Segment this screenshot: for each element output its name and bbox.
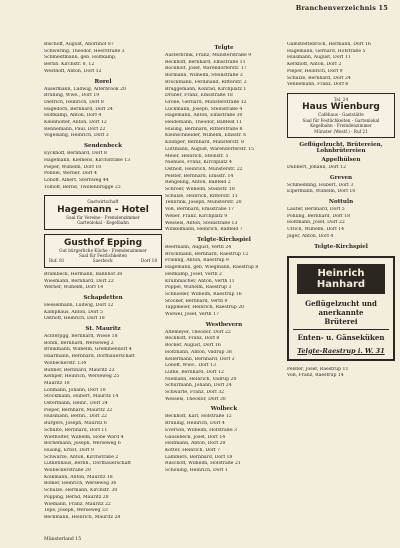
ad-name: Hagemann - Hotel bbox=[57, 204, 149, 215]
directory-entry: Westhoff, Anton, Dorf 12 bbox=[44, 68, 102, 74]
ad-line: Saal für Festlichkeiten - Gartenlokal bbox=[302, 117, 380, 123]
directory-entry: Rennemann, Paul, Dorf 22 bbox=[44, 126, 106, 132]
directory-entry: Schulte, Bernhard, Dorf 11 bbox=[44, 427, 108, 433]
directory-entry: Brüning, Heinrich, Dorf 4 bbox=[165, 421, 225, 427]
directory-entry: Achterjigg, Bernhard, Wiese 18 bbox=[44, 334, 118, 340]
directory-entry: Lohmann, Johann, Dorf 10 bbox=[44, 387, 106, 393]
directory-entry: Frieling, Anton, Raestrup 9 bbox=[165, 258, 229, 264]
directory-entry: Kerkhoff, Anton, Dorf 2 bbox=[287, 62, 342, 68]
ad-name: Gusthof Epping bbox=[63, 237, 143, 248]
section-heading: Appelhülsen bbox=[321, 156, 361, 163]
directory-entry: Jäger, Anton, Dorf 4 bbox=[287, 233, 334, 239]
directory-entry: Pieper, Bernhard, Mauritz 22 bbox=[44, 407, 113, 413]
directory-entry: Hüsing, Bernhard, Ritterstraße 8 bbox=[165, 126, 243, 132]
directory-entry: Ausermann, Ludwig, Alterbrook 20 bbox=[44, 86, 126, 92]
directory-entry: Hagedorn, Bernhard, Dorf 24 bbox=[44, 106, 113, 112]
directory-entry: Wolbeckerstr. 134 bbox=[44, 360, 87, 366]
directory-entry: Schürmann, Johann, Dorf 24 bbox=[165, 383, 232, 389]
directory-entry: Lohoff, Wwe., Dorf 13 bbox=[165, 363, 216, 369]
directory-entry: Kamphaus, Anton, Dorf 5 bbox=[44, 309, 103, 315]
directory-entry: Pelster, Josef, Raestrup 11 bbox=[287, 366, 349, 372]
advertisement-box bbox=[44, 195, 162, 229]
directory-entry: Niehues, Franz, Kirchplatz 4 bbox=[165, 160, 232, 166]
directory-entry: Vennemann, Franz, Dorf 6 bbox=[287, 82, 349, 88]
directory-entry: Drüner, Franz, Emsstraße 18 bbox=[165, 93, 233, 99]
directory-entry: Böcker, August, Dorf 16 bbox=[165, 343, 221, 349]
directory-entry: Hagemann, geb. Wiegmann, Raestrup 8 bbox=[165, 265, 259, 271]
directory-entry: Pöpping, Bernd, Mauritz 20 bbox=[44, 494, 109, 500]
directory-entry: Heidemann, Theodor, Baßfeld 11 bbox=[165, 120, 242, 126]
directory-entry: Vogelsang, Heinrich, Dorf 3 bbox=[44, 133, 109, 139]
directory-entry: Klümper, Bernhard, Münsterstr. 8 bbox=[165, 140, 244, 146]
directory-entry: Pieper, Heinrich, Dorf 9 bbox=[287, 68, 343, 74]
ad-line: Geflügelzucht und bbox=[305, 298, 377, 308]
directory-entry: Eyckhoff, Bernhard, Dorf 8 bbox=[44, 151, 107, 157]
directory-entry: Stöckmann, Hubert, Mauritz 14 bbox=[44, 394, 119, 400]
ad-address: Dorf 18 bbox=[140, 258, 157, 264]
directory-entry: Kolkmann, Anton, Mauritz 18 bbox=[44, 474, 113, 480]
advertisement-box bbox=[287, 93, 395, 138]
column-middle bbox=[165, 42, 283, 475]
directory-entry: Tolhoff, Bernd, Twillenbrügge 23 bbox=[44, 184, 121, 190]
directory-entry: Brambeck, Hermann, Bahnhof 38 bbox=[44, 271, 123, 277]
directory-entry: Brockmann, Ferdinand, Ritterstr. 2 bbox=[165, 79, 247, 85]
directory-entry: Dietrich, Heinrich, Dorf 8 bbox=[44, 99, 104, 105]
section-heading: Westbevern bbox=[205, 321, 243, 328]
advertisement-box-large bbox=[287, 256, 395, 361]
directory-entry: Mauritz 18 bbox=[44, 380, 70, 386]
directory-entry: Brinkmann, Wilhelm, Gremmendorf 4 bbox=[44, 347, 132, 353]
directory-entry: Everwin, Wilhelm, Hofstraße 3 bbox=[165, 427, 237, 433]
section-heading: Rorel bbox=[94, 78, 112, 85]
directory-entry: Schmedtmann, geb. Holtkamp, bbox=[44, 55, 117, 61]
ad-caption: Tel. 24 bbox=[333, 96, 349, 102]
directory-entry: Schmedding, Hubert, Dorf 3 bbox=[287, 182, 354, 188]
advertisement-box bbox=[44, 234, 162, 268]
directory-entry: Beckhoff, Franz, Dorf 8 bbox=[165, 336, 220, 342]
directory-entry: Lütkenhaus, Bernh., Dorfbauerschaft bbox=[44, 461, 131, 467]
directory-entry: Pelster, Bernhard, Emsstr. 14 bbox=[165, 173, 234, 179]
directory-entry: Hüsing, Ernst, Dorf 9 bbox=[44, 447, 94, 453]
directory-entry: Weber, Franz, Kirchplatz 9 bbox=[165, 213, 228, 219]
category-heading: Geflügelzucht, Brütereien, Lohnbrütereien bbox=[299, 141, 383, 154]
ad-contact-row bbox=[49, 258, 157, 263]
directory-entry: Bütmer, Bernhard, Mauritz 23 bbox=[44, 367, 115, 373]
directory-entry: Wessels, Anton, Steinstraße 13 bbox=[165, 220, 238, 226]
directory-entry: Schnieder, Wilhelm, Raestrup 16 bbox=[165, 291, 242, 297]
directory-entry: Pöhnel, Werner, Dorf 4 bbox=[44, 171, 97, 177]
directory-entry: Beckhoff, Bernhard, Emsstraße 11 bbox=[165, 59, 246, 65]
directory-entry: Lückmann, Joseph, Steinstraße 4 bbox=[165, 106, 243, 112]
directory-entry: Wiemann, Franz, Mauritz 22 bbox=[44, 501, 111, 507]
directory-entry: Voß, Bernhard, Emsstraße 17 bbox=[165, 207, 234, 213]
directory-entry: Hesselmann, Ludwig, Dorf 12 bbox=[44, 302, 114, 308]
column-right bbox=[287, 42, 395, 380]
ad-line: Gut bürgerliche Küche - Fremdenzimmer bbox=[59, 247, 147, 253]
directory-entry: Werner, Wilhelm, Dorf 14 bbox=[44, 285, 104, 291]
directory-entry: Heitkamp, Josef, Verth 2 bbox=[165, 271, 222, 277]
section-heading: Telgte-Kirchspiel bbox=[314, 243, 368, 250]
directory-entry: Holtkamp, Anton, Dorf 4 bbox=[44, 113, 102, 119]
ad-address: Telgte-Raestrup i. W. 31 bbox=[297, 346, 385, 355]
page-header: Branchenverzeichnis 15 bbox=[295, 4, 388, 12]
directory-entry: Beckhoff, Karl, Hofstraße 12 bbox=[165, 414, 232, 420]
directory-entry: Wiethölter, Wilhelm, Hohe Ward 4 bbox=[44, 434, 124, 440]
ad-phone: Ruf: 81 bbox=[49, 258, 65, 264]
divider-line bbox=[293, 329, 389, 330]
directory-entry: Kellermann, Bernhard, Dorf 3 bbox=[165, 356, 235, 362]
directory-entry: Tenbrink, Joseph, Münsterstr. 20 bbox=[165, 200, 242, 206]
directory-entry: Hagemann, Gerhard, Hofstraße 5 bbox=[287, 48, 366, 54]
directory-entry: Osthoff, Heinrich, Dorf 18 bbox=[44, 316, 105, 322]
directory-entry: Hülsmann, Bernh., Dorf 22 bbox=[44, 414, 107, 420]
directory-entry: Beermann, August, Verth 24 bbox=[165, 244, 232, 250]
directory-entry: Heitmann, Anton, Dorf 20 bbox=[165, 441, 226, 447]
directory-entry: Wolbeckerstraße 20 bbox=[44, 468, 91, 474]
ad-name: Haus Wienburg bbox=[302, 102, 380, 113]
directory-entry: Brüning, Wwe., Dorf 19 bbox=[44, 93, 100, 99]
directory-entry: Bormann, Wilhelm, Steinstraße 3 bbox=[165, 73, 243, 79]
directory-entry: Ulrich, Wilhelm, Dorf 14 bbox=[287, 227, 345, 233]
directory-entry: Holtmann, Josef, Dorf 22 bbox=[287, 220, 345, 226]
directory-entry: Kleinhölter, Anton, Dorf 12 bbox=[44, 120, 107, 126]
directory-entry: Holtmann, Anton, Vadrup 38 bbox=[165, 349, 232, 355]
directory-entry: Schulze, Heinrich, Ritterstr. 11 bbox=[165, 193, 238, 199]
directory-entry: Schröer, Wilhelm, Steinstr. 18 bbox=[165, 187, 235, 193]
section-heading: St. Mauritz bbox=[85, 326, 121, 333]
directory-entry: Lüttmann, August, Warendorferstr. 15 bbox=[165, 146, 255, 152]
section-heading: Wolbeck bbox=[210, 406, 238, 413]
section-heading: Telgte bbox=[214, 45, 234, 51]
directory-entry: Hagemann, Anton, Emsstraße 30 bbox=[165, 113, 243, 119]
section-heading: Telgte-Kirchspiel bbox=[197, 236, 251, 243]
directory-entry: Lammers, Bernhard, Dorf 18 bbox=[165, 454, 233, 460]
directory-entry: Tappmeier, Heinrich, Raestrup 20 bbox=[165, 305, 245, 311]
column-left bbox=[44, 42, 162, 522]
directory-entry: Austerbrink, Franz, Münsterstraße 9 bbox=[165, 53, 252, 58]
directory-entry: Böhm, Bernhard, Werseweg 2 bbox=[44, 340, 114, 346]
directory-entry: Ostermann, Heinr., Dorf 24 bbox=[44, 401, 108, 407]
section-heading: Schapdetten bbox=[83, 294, 123, 301]
directory-entry: Bornemann, Joseph, Werseweg 6 bbox=[44, 441, 121, 447]
directory-entry: Gamstedtebrock, Hermann, Dorf 16 bbox=[287, 42, 371, 47]
directory-entry: Winkelmann, Heinrich, Baßfeld 7 bbox=[165, 227, 243, 233]
ad-line: Münster (Westf.) - Ruf 21 bbox=[314, 128, 368, 134]
ad-line: anerkannte bbox=[318, 307, 364, 317]
ad-caption: Gastwirtschaft bbox=[87, 199, 119, 205]
directory-entry: Kötter, Heinrich, Dorf 7 bbox=[165, 447, 221, 453]
directory-entry: Pieper, Wilhelm, Dorf 10 bbox=[44, 164, 102, 170]
directory-entry: Dubbert, Johann, Dorf 12 bbox=[287, 164, 346, 170]
directory-entry: Altemeyer, Theodor, Dorf 22 bbox=[165, 329, 231, 335]
directory-entry: Niemann, Heinrich, Vadrup 20 bbox=[165, 376, 237, 382]
directory-entry: Bömer, Heinrich, Werseweg 36 bbox=[44, 481, 117, 487]
directory-entry: Bischoff, August, Ahornhof 87 bbox=[44, 42, 114, 47]
directory-entry: Schöning, Heinrich, Dorf 1 bbox=[165, 468, 228, 474]
directory-entry: Lauter, Bernhard, Dorf 5 bbox=[287, 207, 345, 213]
directory-entry: Gausebeck, Josef, Dorf 14 bbox=[165, 434, 226, 440]
directory-entry: Rüschoff, Wilhelm, Hofstraße 21 bbox=[165, 461, 241, 467]
directory-entry: Kleinschneider, Wilhelm, Emsstr. 6 bbox=[165, 133, 247, 139]
ad-line: Saal für Festlichkeiten bbox=[78, 252, 128, 258]
directory-entry: Schulze, Bernhard, Dorf 24 bbox=[287, 75, 351, 81]
ad-line: Saal für Vereine - Fremdenzimmer bbox=[66, 214, 140, 220]
directory-entry: Bockholt, Josef, Warendorferstr. 17 bbox=[165, 66, 247, 72]
category-heading: Greven bbox=[329, 174, 353, 181]
directory-entry: Meier, Heinrich, Steinstr. 5 bbox=[165, 153, 229, 159]
section-heading: Sendenbeck bbox=[84, 143, 122, 150]
directory-entry: Stöcker, Bernhard, Verth 9 bbox=[165, 298, 228, 304]
directory-entry: Haarmann, Bernhard, Dorfbauerschaft bbox=[44, 354, 135, 360]
ad-line: Kegelbahn - Fremdenzimmer bbox=[310, 123, 372, 129]
directory-entry: Schwering, Theodor, Heerstraße 3 bbox=[44, 48, 125, 54]
directory-entry: Hülsmann, August, Dorf 11 bbox=[287, 55, 351, 61]
directory-entry: Schwarze, Anton, Kirchstraße 2 bbox=[44, 454, 119, 460]
directory-entry: Kemper, Heinrich, Werseweg 25 bbox=[44, 374, 120, 380]
directory-entry: Tepe, Joseph, Werseweg 33 bbox=[44, 508, 108, 514]
ad-line: Caféhaus - Gaststätte bbox=[318, 112, 364, 118]
directory-entry: Lütke, Bernhard, Dorf 12 bbox=[165, 369, 224, 375]
directory-entry: Brockmann, Bernhard, Raestrup 12 bbox=[165, 251, 249, 257]
directory-entry: Rengeling, Anton, Baßfeld 2 bbox=[165, 180, 231, 186]
directory-entry: Bürgers, Joseph, Mauritz 6 bbox=[44, 421, 107, 427]
directory-entry: Wessels, Theodor, Dorf 30 bbox=[165, 396, 226, 402]
directory-entry: Wiesmann, Bernhard, Dorf 22 bbox=[44, 278, 114, 284]
directory-entry: Elpermann, Wilhelm, Dorf 10 bbox=[287, 189, 356, 195]
directory-entry: Ostholt, Heinrich, Münsterstr. 22 bbox=[165, 166, 243, 172]
ad-line: Brüterei bbox=[324, 316, 358, 326]
directory-entry: Krummacher, Anton, Verth 11 bbox=[165, 278, 235, 284]
directory-entry: Schwarte, Franz, Dorf 32 bbox=[165, 390, 225, 396]
directory-entry: Schulze, Hermann, Kirchstr. 30 bbox=[44, 488, 118, 494]
ad-town: Saerbeck bbox=[92, 258, 113, 264]
page-footer: Münsterland 15 bbox=[44, 537, 82, 542]
directory-entry: Pöppel, Wilhelm, Raestrup 3 bbox=[165, 285, 232, 291]
directory-entry: Bernh. Kirchstr. 8, 12 bbox=[44, 62, 95, 68]
ad-line: Gartenlokal - Kegelbahn bbox=[77, 220, 129, 226]
section-heading: Nottuln bbox=[328, 199, 354, 206]
directory-entry: Pöhling, Bernhard, Dorf 18 bbox=[287, 213, 351, 219]
directory-entry: Gröne, Gerhard, Münsterstraße 12 bbox=[165, 99, 247, 105]
ad-name: Heinrich Hanhard bbox=[297, 264, 385, 294]
ad-line: Enten- u. Gänseküken bbox=[297, 332, 385, 342]
directory-entry: Beckmann, Heinrich, Mauritz 28 bbox=[44, 515, 121, 520]
directory-entry: Voß, Franz, Raestrup 14 bbox=[287, 373, 344, 379]
directory-entry: Brüggemann, Konrad, Kirchplatz 1 bbox=[165, 86, 247, 92]
directory-entry: Wiewel, Josef, Verth 17 bbox=[165, 312, 219, 318]
directory-entry: Lohoff, Albert, Sternweg 44 bbox=[44, 177, 109, 183]
directory-entry: Hagemann, Klemens, Kirchstraße 13 bbox=[44, 157, 131, 163]
